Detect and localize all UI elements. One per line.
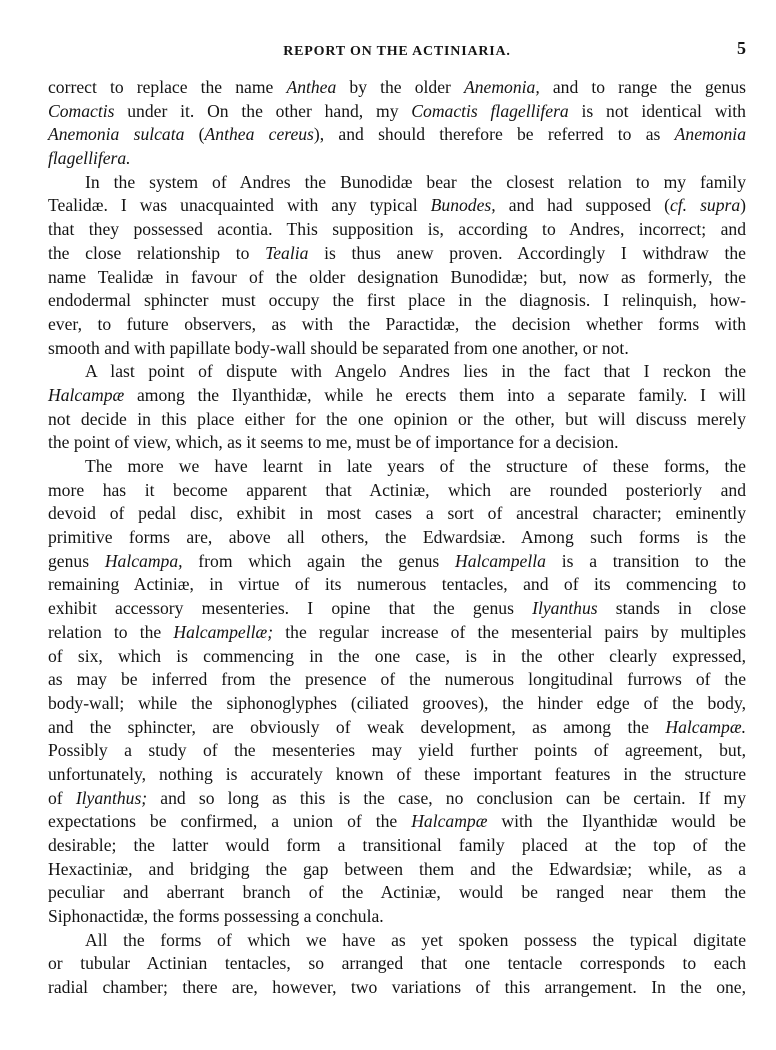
text-run: and the sphincter, are obviously of weak development, as among the	[48, 716, 666, 737]
text-line	[48, 810, 746, 834]
text-run: desirable; the latter would form a transitional family placed at the top of the	[48, 835, 746, 855]
italic-term: Halcampellæ;	[173, 621, 274, 642]
text-run: Hexactiniæ, and bridging the gap between them and the Edwardsiæ; while, as a	[48, 858, 746, 879]
text-line	[48, 597, 746, 621]
text-line	[48, 194, 746, 218]
italic-term: Halcampella	[455, 550, 546, 571]
page-number: 5	[737, 38, 746, 58]
text-run: relation to the	[48, 621, 174, 642]
text-line	[48, 502, 746, 526]
text-run: name Tealidæ in favour of the older designation Bunodidæ; but, now as formerly, the	[48, 266, 746, 287]
text-run: is a transition to the	[545, 550, 746, 571]
italic-term: Halcampæ	[48, 384, 125, 405]
text-line	[48, 147, 746, 171]
text-line	[48, 218, 746, 242]
italic-term: Comactis flagellifera	[411, 100, 569, 121]
text-run: remaining Actiniæ, in virtue of its numerous tentacles, and of its commencing to	[48, 574, 746, 595]
text-line	[48, 929, 746, 953]
text-line	[48, 858, 746, 882]
text-line	[48, 100, 746, 124]
italic-term: Ilyanthus;	[75, 787, 148, 808]
italic-term: flagellifera.	[48, 148, 131, 169]
running-title: REPORT ON THE ACTINIARIA.	[283, 44, 511, 59]
text-run: the point of view, which, as it seems to me, must be of importance for a decision.	[48, 432, 619, 453]
text-run: endodermal sphincter must occupy the first place in the diagnosis. I relinquish, how-	[48, 290, 746, 311]
text-line	[48, 621, 746, 645]
text-line	[48, 573, 746, 597]
italic-term: Anemonia sulcata	[48, 124, 185, 145]
text-line	[48, 881, 746, 905]
text-run: Siphonactidæ, the forms possessing a conchula.	[48, 906, 384, 927]
text-line	[48, 123, 746, 147]
italic-term: Halcampæ	[411, 811, 488, 832]
text-run: devoid of pedal disc, exhibit in most cases a sort of ancestral character; eminently	[48, 503, 746, 524]
text-run: stands in close	[597, 598, 747, 619]
text-line	[48, 976, 746, 1000]
italic-term: cf. supra	[669, 195, 741, 216]
text-run: peculiar and aberrant branch of the Actiniæ, would be ranged near them the	[48, 882, 746, 903]
text-run: under it. On the other hand, my	[114, 100, 412, 121]
text-line	[48, 550, 746, 574]
italic-term: Halcampa,	[104, 550, 183, 571]
text-line	[48, 526, 746, 550]
italic-term: Ilyanthus	[532, 598, 598, 619]
text-run: and to range the genus	[539, 77, 746, 97]
text-line	[48, 787, 746, 811]
text-run: expectations be confirmed, a union of the	[48, 811, 412, 832]
text-line	[48, 266, 746, 290]
text-line	[48, 289, 746, 313]
text-run: or tubular Actinian tentacles, so arranged that one tentacle corresponds to each	[48, 953, 746, 974]
text-run: ever, to future observers, as with the Paractidæ, the decision whether forms with	[48, 313, 746, 334]
text-line	[48, 645, 746, 669]
text-line	[48, 76, 746, 100]
text-run: the regular increase of the mesenterial pairs by multiples	[273, 621, 747, 642]
text-run: (	[184, 124, 205, 145]
text-run: Possibly a study of the mesenteries may yield further points of agreement, but,	[48, 740, 746, 761]
italic-term: Tealia	[265, 242, 309, 263]
text-line	[48, 763, 746, 787]
text-run: is thus anew proven. Accordingly I withdraw the	[308, 242, 746, 263]
text-run: genus	[48, 550, 105, 571]
italic-term: Anemonia,	[463, 77, 540, 97]
text-run: by the older	[336, 77, 464, 97]
text-line	[48, 384, 746, 408]
text-line	[48, 834, 746, 858]
italic-term: Bunodes,	[430, 195, 496, 216]
text-line	[48, 905, 746, 929]
text-run: )	[740, 195, 747, 216]
text-run: The more we have learnt in late years of the structure of these forms, the	[85, 456, 746, 476]
text-line	[48, 739, 746, 763]
text-run: as may be inferred from the presence of the numerous longitudinal furrows of the	[48, 669, 746, 690]
text-run: among the Ilyanthidæ, while he erects them into a separate family. I will	[124, 384, 746, 405]
text-run: primitive forms are, above all others, the Edwardsiæ. Among such forms is the	[48, 527, 746, 548]
text-line	[48, 668, 746, 692]
text-run: not decide in this place either for the one opinion or the other, but will discuss merely	[48, 408, 746, 429]
text-run: A last point of dispute with Angelo Andres lies in the fact that I reckon the	[85, 361, 746, 382]
text-run: unfortunately, nothing is accurately known of these important features in the structure	[48, 763, 746, 784]
text-run: and had supposed (	[495, 195, 670, 216]
text-line	[48, 716, 746, 740]
text-line	[48, 455, 746, 479]
text-run: All the forms of which we have as yet spoken possess the typical digitate	[85, 929, 746, 950]
italic-term: Anemonia	[674, 124, 746, 145]
text-run: with the Ilyanthidæ would be	[487, 811, 746, 832]
text-line	[48, 408, 746, 432]
body-text	[48, 76, 746, 1000]
italic-term: Comactis	[48, 100, 115, 121]
text-line	[48, 479, 746, 503]
text-line	[48, 360, 746, 384]
text-line	[48, 431, 746, 455]
text-run: exhibit accessory mesenteries. I opine that the genus	[48, 598, 533, 619]
text-run: of six, which is commencing in the one case, is in the other clearly expressed,	[48, 645, 746, 666]
text-run: that they possessed acontia. This supposition is, according to Andres, incorrect; and	[48, 219, 746, 240]
text-run: is not identical with	[568, 100, 746, 121]
text-line	[48, 171, 746, 195]
text-line	[48, 242, 746, 266]
text-run: ), and should therefore be referred to as	[313, 124, 675, 145]
text-run: from which again the genus	[182, 550, 456, 571]
italic-term: Anthea cereus	[204, 124, 314, 145]
text-line	[48, 313, 746, 337]
text-line	[48, 952, 746, 976]
text-run: more has it become apparent that Actiniæ, which are rounded posteriorly and	[48, 479, 746, 500]
italic-term: Halcampæ.	[665, 716, 746, 737]
text-run: correct to replace the name	[48, 77, 287, 97]
text-run: Tealidæ. I was unacquainted with any typical	[48, 195, 431, 216]
text-line	[48, 692, 746, 716]
text-run: the close relationship to	[48, 242, 266, 263]
text-run: of	[48, 787, 76, 808]
text-run: smooth and with papillate body-wall should be separated from one another, or not.	[48, 337, 629, 358]
text-line	[48, 337, 746, 361]
text-run: In the system of Andres the Bunodidæ bear the closest relation to my family	[85, 171, 746, 192]
text-run: radial chamber; there are, however, two variations of this arrangement. In the one,	[48, 977, 746, 998]
italic-term: Anthea	[286, 77, 337, 97]
text-run: and so long as this is the case, no conclusion can be certain. If my	[147, 787, 746, 808]
text-run: body-wall; while the siphonoglyphes (ciliated grooves), the hinder edge of the body,	[48, 692, 746, 713]
page-header	[48, 38, 746, 66]
